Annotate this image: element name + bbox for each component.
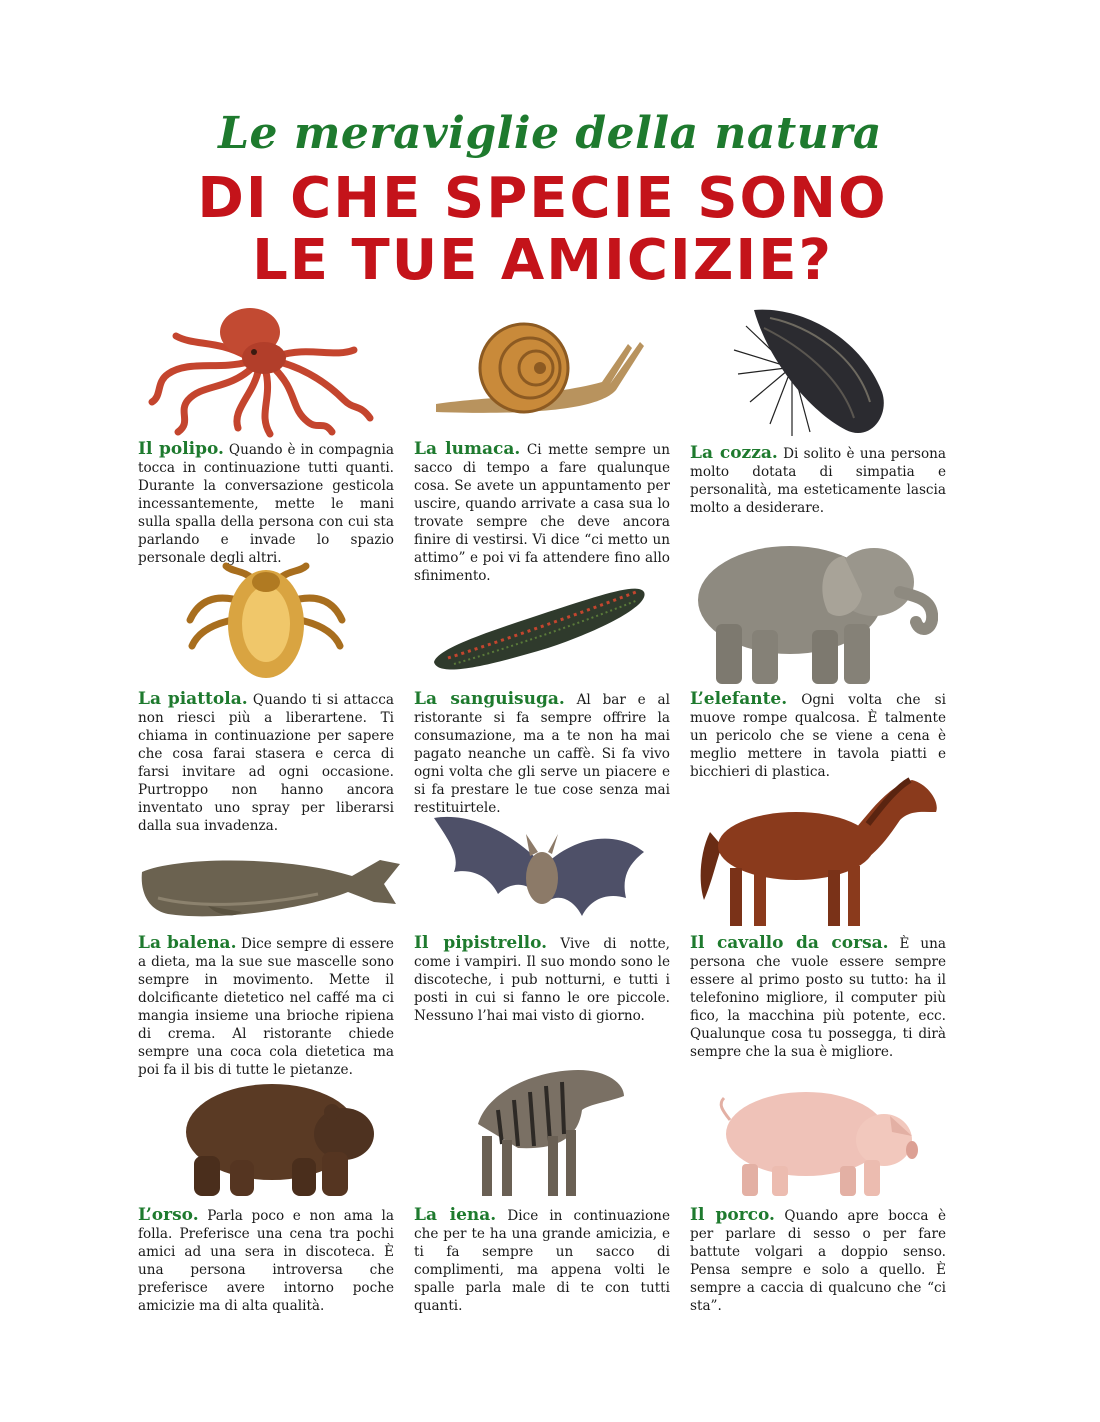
whale-icon (138, 852, 402, 924)
entry-lumaca (414, 440, 670, 585)
elephant-icon (694, 538, 938, 686)
entry-name: Il polipo. (138, 439, 224, 459)
snail-icon (432, 318, 654, 422)
bear-icon (174, 1076, 378, 1198)
entry-text: Dice sempre di essere a dieta, ma la sue sue mascelle sono sempre in movimento. Mette il dolcificante dietetico nel caffé ma ci mangia insieme una brioche ripiena di crema. Al ristorante chiede sempre una coca cola dietetica ma poi fa il bis di tutte le pietanze. (138, 936, 394, 1078)
pig-icon (716, 1080, 920, 1198)
entry-text: Quando ti si attacca non riesci più a liberartene. Ti chiama in continuazione per sapere che cosa farai stasera e cerca di farsi invitare ad ogni occasione. Purtroppo non hanno ancora inventato uno spray per liberarsi dalla sua invadenza. (138, 692, 394, 834)
entry-name: La cozza. (690, 443, 778, 463)
entry-text: Dice in continuazione che per te ha una grande amicizia, e ti fa sempre un sacco di complimenti, ma appena volti le spalle parla male di te con tutti quanti. (414, 1208, 670, 1314)
entry-elefante (690, 690, 946, 781)
entry-name: La balena. (138, 933, 237, 953)
hyena-icon (458, 1040, 626, 1198)
entry-name: La iena. (414, 1205, 497, 1225)
entry-sanguisuga (414, 690, 670, 817)
title-line-2: LE TUE AMICIZIE? (252, 228, 833, 293)
entry-text: Ci mette sempre un sacco di tempo a fare qualunque cosa. Se avete un appuntamento per uscire, quando arrivate a casa sua lo trovate sempre che deve ancora finire di vestirsi. Vi dice “ci metto un attimo” e poi vi fa attendere fino allo sfinimento. (414, 442, 670, 584)
horse-icon (696, 772, 940, 928)
entry-name: Il cavallo da corsa. (690, 933, 889, 953)
entry-text: Quando apre bocca è per parlare di sesso o per fare battute volgari a doppio senso. Pensa sempre e solo a quello. È sempre a caccia di qualcuno che “ci sta”. (690, 1208, 946, 1314)
louse-icon (184, 562, 348, 686)
entry-name: La sanguisuga. (414, 689, 565, 709)
entry-pipistrello (414, 934, 670, 1025)
entry-polipo (138, 440, 394, 567)
page-subtitle: Le meraviglie della natura (218, 108, 882, 159)
entry-text: È una persona che vuole essere sempre essere al primo posto su tutto: ha il telefonino migliore, il computer più fico, la macchina più potente, ecc. Qualunque cosa tu possegga, ti dirà sempre che la sua è migliore. (690, 936, 947, 1060)
mussel-icon (730, 306, 888, 440)
entry-name: L’orso. (138, 1205, 199, 1225)
entry-name: Il pipistrello. (414, 933, 548, 953)
leech-icon (428, 578, 648, 678)
entry-orso (138, 1206, 394, 1315)
entry-balena (138, 934, 394, 1079)
entry-name: L’elefante. (690, 689, 788, 709)
entry-cozza (690, 444, 946, 517)
entry-text: Al bar e al ristorante si fa sempre offrire la consumazione, ma a te non ha mai pagato neanche un caffè. Si fa vivo ogni volta che gli serve un piacere e si fa prestare le tue cose senza mai restituirtele. (414, 692, 670, 816)
entry-text: Parla poco e non ama la folla. Preferisce una cena tra pochi amici ad una sera in discoteca. È una persona introversa che preferisce avere intorno poche amicizie ma di alta qualità. (138, 1208, 394, 1314)
entry-piattola (138, 690, 394, 835)
page-title (0, 168, 1085, 292)
title-line-1: DI CHE SPECIE SONO (197, 166, 888, 231)
entry-name: La piattola. (138, 689, 248, 709)
entry-iena (414, 1206, 670, 1315)
entry-text: Vive di notte, come i vampiri. Il suo mondo sono le discoteche, i pub notturni, e tutti i posti in cui si fanno le ore piccole. Nessuno l’hai mai visto di giorno. (414, 936, 670, 1024)
entry-cavallo (690, 934, 946, 1061)
entry-name: Il porco. (690, 1205, 775, 1225)
bat-icon (430, 812, 648, 922)
octopus-icon (148, 300, 376, 440)
entry-text: Ogni volta che si muove rompe qualcosa. È talmente un pericolo che se viene a cena è meglio mettere in tavola piatti e bicchieri di plastica. (690, 692, 946, 780)
entry-porco (690, 1206, 946, 1315)
entry-text: Quando è in compagnia tocca in continuazione tutti quanti. Durante la conversazione gesticola incessantemente, mette le mani sulla spalla della persona con cui sta parlando e invade lo spazio personale degli altri. (138, 442, 394, 566)
entry-text: Di solito è una persona molto dotata di simpatia e personalità, ma esteticamente lascia molto a desiderare. (690, 446, 946, 516)
entry-name: La lumaca. (414, 439, 521, 459)
